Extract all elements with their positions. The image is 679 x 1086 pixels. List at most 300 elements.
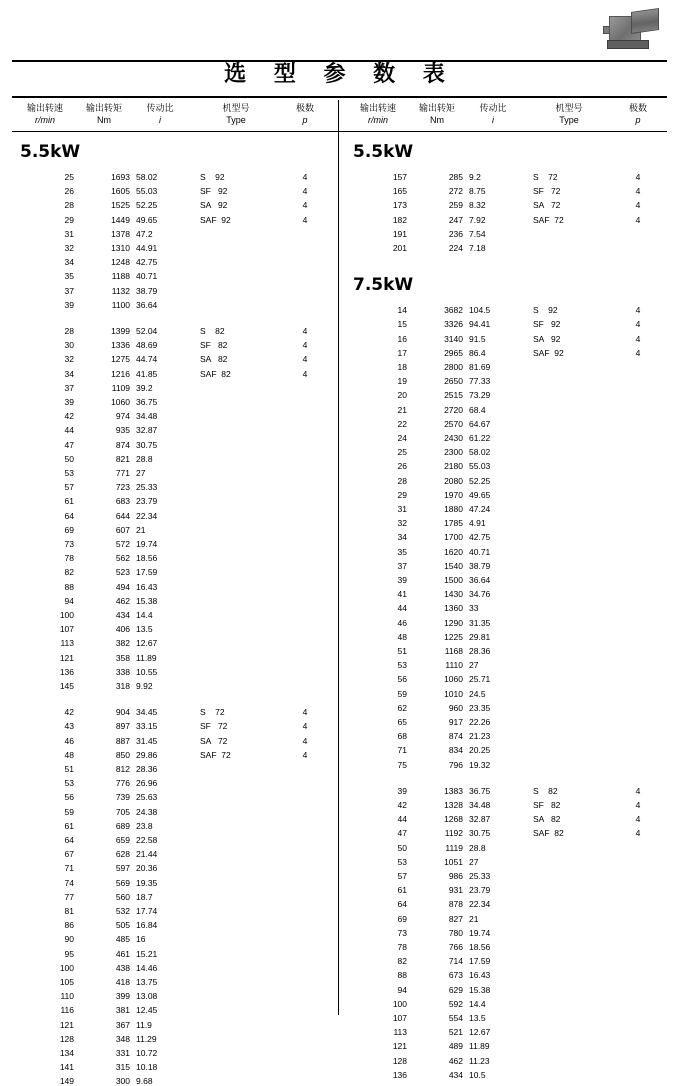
header-ratio-left: 传动比 i	[146, 103, 174, 125]
cell-rpm: 57	[64, 482, 74, 493]
cell-nm: 462	[115, 595, 130, 606]
cell-i: 24.38	[136, 806, 158, 817]
cell-p: 4	[302, 326, 308, 336]
cell-rpm: 19	[397, 376, 407, 387]
table-header-band	[12, 100, 667, 131]
cell-i: 27	[469, 856, 479, 867]
cell-rpm: 59	[64, 806, 74, 817]
cell-i: 55.03	[136, 186, 158, 197]
header-rpm-right: 输出转速 r/min	[359, 103, 396, 125]
cell-rpm: 64	[397, 899, 407, 910]
cell-i: 11.9	[136, 1019, 152, 1030]
cell-nm: 935	[115, 425, 130, 436]
cell-p: 4	[302, 214, 308, 225]
cell-i: 36.64	[469, 575, 491, 585]
cell-nm: 974	[115, 411, 130, 422]
cell-i: 18.56	[469, 942, 491, 952]
cell-rpm: 28	[397, 475, 407, 486]
cell-rpm: 26	[397, 461, 407, 472]
cell-rpm: 18	[397, 362, 407, 372]
cell-rpm: 51	[397, 646, 407, 656]
cell-i: 34.45	[136, 707, 158, 718]
cell-nm: 1100	[111, 299, 130, 310]
cell-nm: 3326	[444, 319, 463, 330]
cell-nm: 259	[448, 200, 463, 211]
cell-nm: 1605	[111, 186, 130, 197]
cell-nm: 1268	[444, 814, 463, 825]
cell-rpm: 74	[64, 877, 74, 888]
cell-nm: 986	[448, 871, 463, 881]
cell-i: 24.5	[469, 688, 486, 699]
cell-rpm: 34	[64, 368, 74, 379]
cell-p: 4	[635, 200, 641, 211]
cell-i: 34.48	[469, 800, 491, 810]
cell-i: 27	[136, 468, 146, 478]
cell-p: 4	[635, 347, 641, 358]
header-torque-right: 输出转矩 Nm	[418, 103, 455, 125]
cell-rpm: 56	[64, 792, 74, 803]
cell-rpm: 67	[64, 849, 74, 860]
cell-type: SA 82	[533, 814, 561, 825]
cell-nm: 554	[448, 1013, 463, 1023]
cell-rpm: 56	[397, 674, 407, 685]
cell-nm: 418	[115, 977, 130, 987]
cell-i: 40.71	[136, 271, 158, 282]
cell-i: 19.74	[469, 927, 491, 938]
cell-nm: 1328	[444, 800, 463, 810]
cell-nm: 834	[448, 745, 463, 756]
cell-i: 58.02	[136, 172, 158, 182]
cell-nm: 827	[448, 913, 463, 924]
cell-rpm: 136	[59, 666, 74, 677]
cell-type: S 72	[200, 707, 225, 718]
cell-nm: 673	[448, 970, 463, 981]
cell-i: 22.34	[136, 510, 158, 521]
cell-rpm: 28	[64, 326, 74, 336]
cell-rpm: 78	[64, 553, 74, 564]
cell-rpm: 53	[64, 468, 74, 478]
cell-rpm: 82	[397, 956, 407, 967]
cell-nm: 821	[115, 453, 130, 464]
cell-i: 14.46	[136, 962, 158, 973]
cell-rpm: 78	[397, 942, 407, 952]
cell-nm: 2965	[444, 347, 463, 358]
cell-i: 19.32	[469, 759, 491, 770]
cell-nm: 874	[115, 439, 130, 450]
cell-rpm: 105	[59, 977, 74, 987]
cell-rpm: 26	[64, 186, 74, 197]
cell-nm: 1693	[111, 172, 130, 182]
cell-p: 4	[302, 721, 308, 732]
cell-rpm: 17	[397, 347, 407, 358]
cell-type: SF 92	[200, 186, 228, 197]
cell-i: 9.68	[136, 1076, 153, 1086]
cell-rpm: 32	[64, 243, 74, 253]
cell-rpm: 82	[64, 567, 74, 578]
cell-i: 38.79	[136, 285, 158, 296]
cell-i: 52.04	[136, 326, 158, 336]
cell-nm: 2720	[444, 404, 463, 415]
cell-rpm: 44	[64, 425, 74, 436]
cell-p: 4	[635, 319, 641, 330]
cell-type: S 92	[200, 172, 225, 182]
cell-type: SAF 92	[200, 214, 231, 225]
cell-rpm: 39	[64, 299, 74, 310]
cell-rpm: 61	[397, 885, 407, 896]
cell-rpm: 61	[64, 820, 74, 831]
cell-i: 12.67	[469, 1027, 491, 1038]
cell-nm: 1010	[444, 688, 463, 699]
cell-i: 48.69	[136, 340, 158, 351]
cell-p: 4	[635, 305, 641, 316]
cell-type: S 72	[533, 172, 558, 182]
cell-rpm: 53	[64, 778, 74, 789]
cell-i: 9.92	[136, 681, 153, 691]
cell-type: SF 72	[533, 186, 561, 197]
cell-p: 4	[635, 828, 641, 839]
cell-nm: 2650	[444, 376, 463, 387]
cell-i: 42.75	[136, 257, 158, 268]
cell-rpm: 46	[64, 735, 74, 746]
cell-type: SF 92	[533, 319, 561, 330]
header-rule	[12, 131, 667, 132]
cell-i: 33	[469, 603, 479, 614]
cell-rpm: 44	[397, 814, 407, 825]
cell-i: 52.25	[136, 200, 158, 211]
cell-rpm: 100	[59, 962, 74, 973]
cell-rpm: 110	[60, 991, 74, 1002]
cell-rpm: 165	[392, 186, 407, 197]
cell-i: 16.84	[136, 920, 158, 931]
cell-rpm: 61	[64, 496, 74, 507]
power-heading: 5.5kW	[353, 142, 414, 162]
cell-rpm: 31	[64, 228, 74, 239]
cell-i: 21	[136, 524, 146, 535]
cell-rpm: 29	[397, 489, 407, 500]
cell-nm: 562	[115, 553, 130, 564]
cell-i: 13.5	[469, 1013, 486, 1023]
cell-i: 30.75	[136, 439, 158, 450]
cell-nm: 1540	[444, 560, 463, 571]
cell-rpm: 88	[64, 581, 74, 592]
cell-rpm: 134	[59, 1048, 74, 1058]
cell-nm: 931	[448, 885, 463, 896]
cell-i: 17.59	[469, 956, 491, 967]
cell-nm: 960	[448, 702, 463, 713]
cell-i: 30.75	[469, 828, 491, 839]
cell-nm: 236	[448, 228, 463, 239]
cell-i: 73.29	[469, 390, 491, 401]
cell-nm: 1360	[444, 603, 463, 614]
cell-i: 29.81	[469, 631, 491, 642]
cell-i: 18.56	[136, 553, 158, 564]
cell-rpm: 81	[64, 906, 74, 916]
cell-rpm: 48	[397, 631, 407, 642]
cell-p: 4	[302, 707, 308, 718]
cell-i: 10.55	[136, 666, 158, 677]
cell-i: 23.79	[136, 496, 158, 507]
cell-i: 19.74	[136, 539, 158, 549]
cell-rpm: 100	[59, 610, 74, 620]
cell-rpm: 32	[397, 518, 407, 529]
cell-rpm: 107	[392, 1013, 407, 1023]
cell-p: 4	[635, 800, 641, 810]
cell-nm: 1216	[111, 368, 130, 379]
cell-nm: 1399	[111, 326, 130, 336]
cell-rpm: 29	[64, 214, 74, 225]
cell-i: 38.79	[469, 560, 491, 571]
cell-rpm: 173	[392, 200, 407, 211]
cell-rpm: 90	[64, 934, 74, 945]
cell-type: S 82	[200, 326, 225, 336]
cell-nm: 462	[448, 1055, 463, 1066]
cell-nm: 2430	[444, 433, 463, 443]
cell-rpm: 95	[64, 948, 74, 959]
cell-nm: 874	[448, 731, 463, 742]
cell-i: 44.91	[136, 243, 158, 253]
cell-nm: 597	[115, 863, 130, 874]
header-poles-right: 极数 p	[628, 103, 647, 125]
cell-nm: 2515	[444, 390, 463, 401]
cell-p: 4	[302, 340, 308, 351]
cell-i: 15.21	[136, 948, 158, 959]
cell-nm: 1700	[444, 532, 463, 543]
cell-p: 4	[302, 368, 308, 379]
cell-i: 41.85	[136, 368, 158, 379]
cell-i: 18.7	[136, 891, 153, 902]
cell-i: 36.75	[136, 397, 158, 407]
cell-type: SAF 92	[533, 347, 564, 358]
cell-nm: 485	[115, 934, 130, 945]
cell-rpm: 53	[397, 660, 407, 671]
cell-nm: 1378	[111, 228, 130, 239]
cell-i: 13.08	[136, 991, 158, 1002]
cell-p: 4	[302, 749, 308, 760]
cell-rpm: 32	[64, 354, 74, 365]
cell-nm: 1336	[111, 340, 130, 351]
cell-rpm: 73	[64, 539, 74, 549]
cell-nm: 714	[448, 956, 463, 967]
cell-i: 94.41	[469, 319, 491, 330]
cell-i: 16.43	[136, 581, 158, 592]
cell-rpm: 37	[397, 560, 407, 571]
cell-rpm: 121	[59, 1019, 74, 1030]
cell-nm: 2180	[444, 461, 463, 472]
cell-rpm: 41	[397, 589, 407, 600]
header-ratio-right: 传动比 i	[479, 103, 507, 125]
cell-nm: 2800	[444, 362, 463, 372]
cell-i: 61.22	[469, 433, 491, 443]
cell-nm: 572	[115, 539, 130, 549]
page-title-wrap	[12, 56, 667, 92]
cell-p: 4	[635, 814, 641, 825]
cell-rpm: 42	[64, 411, 74, 422]
cell-i: 104.5	[469, 305, 491, 316]
cell-i: 28.36	[469, 646, 491, 656]
cell-rpm: 107	[59, 624, 74, 635]
cell-p: 4	[635, 214, 641, 225]
cell-nm: 1192	[444, 828, 463, 839]
cell-nm: 1109	[111, 382, 130, 393]
cell-nm: 1430	[444, 589, 463, 600]
cell-i: 52.25	[469, 475, 491, 486]
cell-i: 25.71	[469, 674, 491, 685]
cell-i: 14.4	[136, 610, 153, 620]
cell-nm: 1188	[111, 271, 130, 282]
cell-rpm: 14	[397, 305, 407, 316]
cell-i: 17.59	[136, 567, 158, 578]
title-rule-bottom	[12, 96, 667, 98]
cell-i: 23.79	[469, 885, 491, 896]
cell-i: 10.72	[136, 1048, 158, 1058]
cell-rpm: 128	[59, 1033, 74, 1044]
header-rpm-left: 输出转速 r/min	[26, 103, 63, 125]
cell-nm: 272	[448, 186, 463, 197]
cell-rpm: 35	[397, 546, 407, 557]
cell-nm: 315	[115, 1062, 130, 1073]
cell-nm: 224	[448, 243, 463, 253]
cell-i: 9.2	[469, 172, 481, 182]
power-heading: 5.5kW	[20, 142, 81, 162]
cell-i: 64.67	[469, 418, 491, 429]
cell-i: 40.71	[469, 546, 491, 557]
cell-rpm: 20	[397, 390, 407, 401]
cell-nm: 331	[115, 1048, 130, 1058]
cell-rpm: 31	[397, 504, 407, 514]
cell-i: 86.4	[469, 347, 486, 358]
cell-nm: 1500	[444, 575, 463, 585]
header-type-right: 机型号 Type	[555, 103, 583, 125]
cell-rpm: 21	[397, 404, 407, 415]
cell-nm: 1060	[444, 674, 463, 685]
cell-nm: 348	[115, 1033, 130, 1044]
cell-i: 28.8	[136, 453, 153, 464]
cell-i: 77.33	[469, 376, 491, 387]
power-heading: 7.5kW	[353, 275, 414, 296]
cell-i: 25.33	[469, 871, 491, 881]
cell-p: 4	[635, 186, 641, 197]
cell-rpm: 157	[392, 172, 407, 182]
gear-motor-photo	[601, 8, 663, 52]
cell-rpm: 57	[397, 871, 407, 881]
cell-rpm: 50	[397, 842, 407, 853]
cell-nm: 338	[115, 666, 130, 677]
cell-nm: 381	[115, 1005, 130, 1016]
cell-rpm: 113	[393, 1027, 407, 1038]
cell-i: 22.34	[469, 899, 491, 910]
photo-motor	[631, 8, 659, 34]
cell-rpm: 22	[397, 418, 407, 429]
cell-rpm: 30	[64, 340, 74, 351]
cell-nm: 358	[115, 652, 130, 663]
cell-i: 32.87	[469, 814, 491, 825]
cell-rpm: 64	[64, 835, 74, 845]
cell-nm: 1383	[444, 785, 463, 796]
cell-i: 22.26	[469, 717, 491, 727]
cell-nm: 812	[115, 764, 130, 774]
cell-rpm: 44	[397, 603, 407, 614]
cell-nm: 1449	[111, 214, 130, 225]
cell-rpm: 145	[59, 681, 74, 691]
cell-i: 28.36	[136, 764, 158, 774]
cell-nm: 1620	[444, 546, 463, 557]
cell-i: 11.23	[469, 1055, 490, 1066]
cell-i: 34.76	[469, 589, 491, 600]
cell-type: SA 92	[200, 200, 228, 211]
cell-nm: 1310	[111, 243, 130, 253]
cell-nm: 2080	[444, 475, 463, 486]
cell-rpm: 37	[64, 285, 74, 296]
cell-i: 15.38	[469, 984, 491, 995]
cell-nm: 878	[448, 899, 463, 910]
cell-nm: 1060	[111, 397, 130, 407]
cell-i: 91.5	[469, 333, 486, 344]
cell-p: 4	[635, 333, 641, 344]
cell-rpm: 42	[397, 800, 407, 810]
cell-nm: 569	[115, 877, 130, 888]
cell-i: 12.45	[136, 1005, 158, 1016]
cell-rpm: 68	[397, 731, 407, 742]
cell-rpm: 73	[397, 927, 407, 938]
cell-type: SA 72	[200, 735, 228, 746]
cell-nm: 1880	[444, 504, 463, 514]
cell-nm: 560	[115, 891, 130, 902]
cell-nm: 683	[115, 496, 130, 507]
cell-i: 81.69	[469, 362, 491, 372]
cell-rpm: 51	[64, 764, 74, 774]
cell-nm: 505	[115, 920, 130, 931]
cell-type: SF 72	[200, 721, 228, 732]
cell-nm: 628	[115, 849, 130, 860]
cell-nm: 1970	[444, 489, 463, 500]
cell-nm: 766	[448, 942, 463, 952]
cell-nm: 1225	[444, 631, 463, 642]
cell-rpm: 136	[392, 1069, 407, 1080]
cell-nm: 659	[115, 835, 130, 845]
cell-nm: 897	[115, 721, 130, 732]
cell-i: 4.91	[469, 518, 486, 529]
cell-i: 68.4	[469, 404, 486, 415]
cell-rpm: 75	[397, 759, 407, 770]
cell-i: 16	[136, 934, 146, 945]
cell-rpm: 64	[64, 510, 74, 521]
cell-rpm: 128	[392, 1055, 407, 1066]
cell-i: 20.25	[469, 745, 491, 756]
cell-nm: 689	[115, 820, 130, 831]
cell-i: 10.18	[136, 1062, 158, 1073]
cell-i: 23.8	[136, 820, 153, 831]
cell-i: 17.74	[136, 906, 158, 916]
cell-nm: 285	[448, 172, 463, 182]
cell-nm: 532	[115, 906, 130, 916]
cell-rpm: 141	[59, 1062, 74, 1073]
cell-type: SA 72	[533, 200, 561, 211]
cell-i: 13.75	[136, 977, 158, 987]
cell-nm: 318	[115, 681, 130, 691]
cell-nm: 592	[448, 998, 463, 1009]
cell-nm: 1275	[111, 354, 130, 365]
cell-nm: 523	[115, 567, 130, 578]
cell-i: 47.2	[136, 228, 153, 239]
cell-rpm: 94	[64, 595, 74, 606]
header-type-left: 机型号 Type	[222, 103, 250, 125]
cell-nm: 367	[115, 1019, 130, 1030]
cell-i: 21.44	[136, 849, 158, 860]
header-torque-left: 输出转矩 Nm	[85, 103, 122, 125]
cell-i: 7.92	[469, 214, 486, 225]
cell-p: 4	[635, 172, 641, 182]
cell-nm: 629	[448, 984, 463, 995]
